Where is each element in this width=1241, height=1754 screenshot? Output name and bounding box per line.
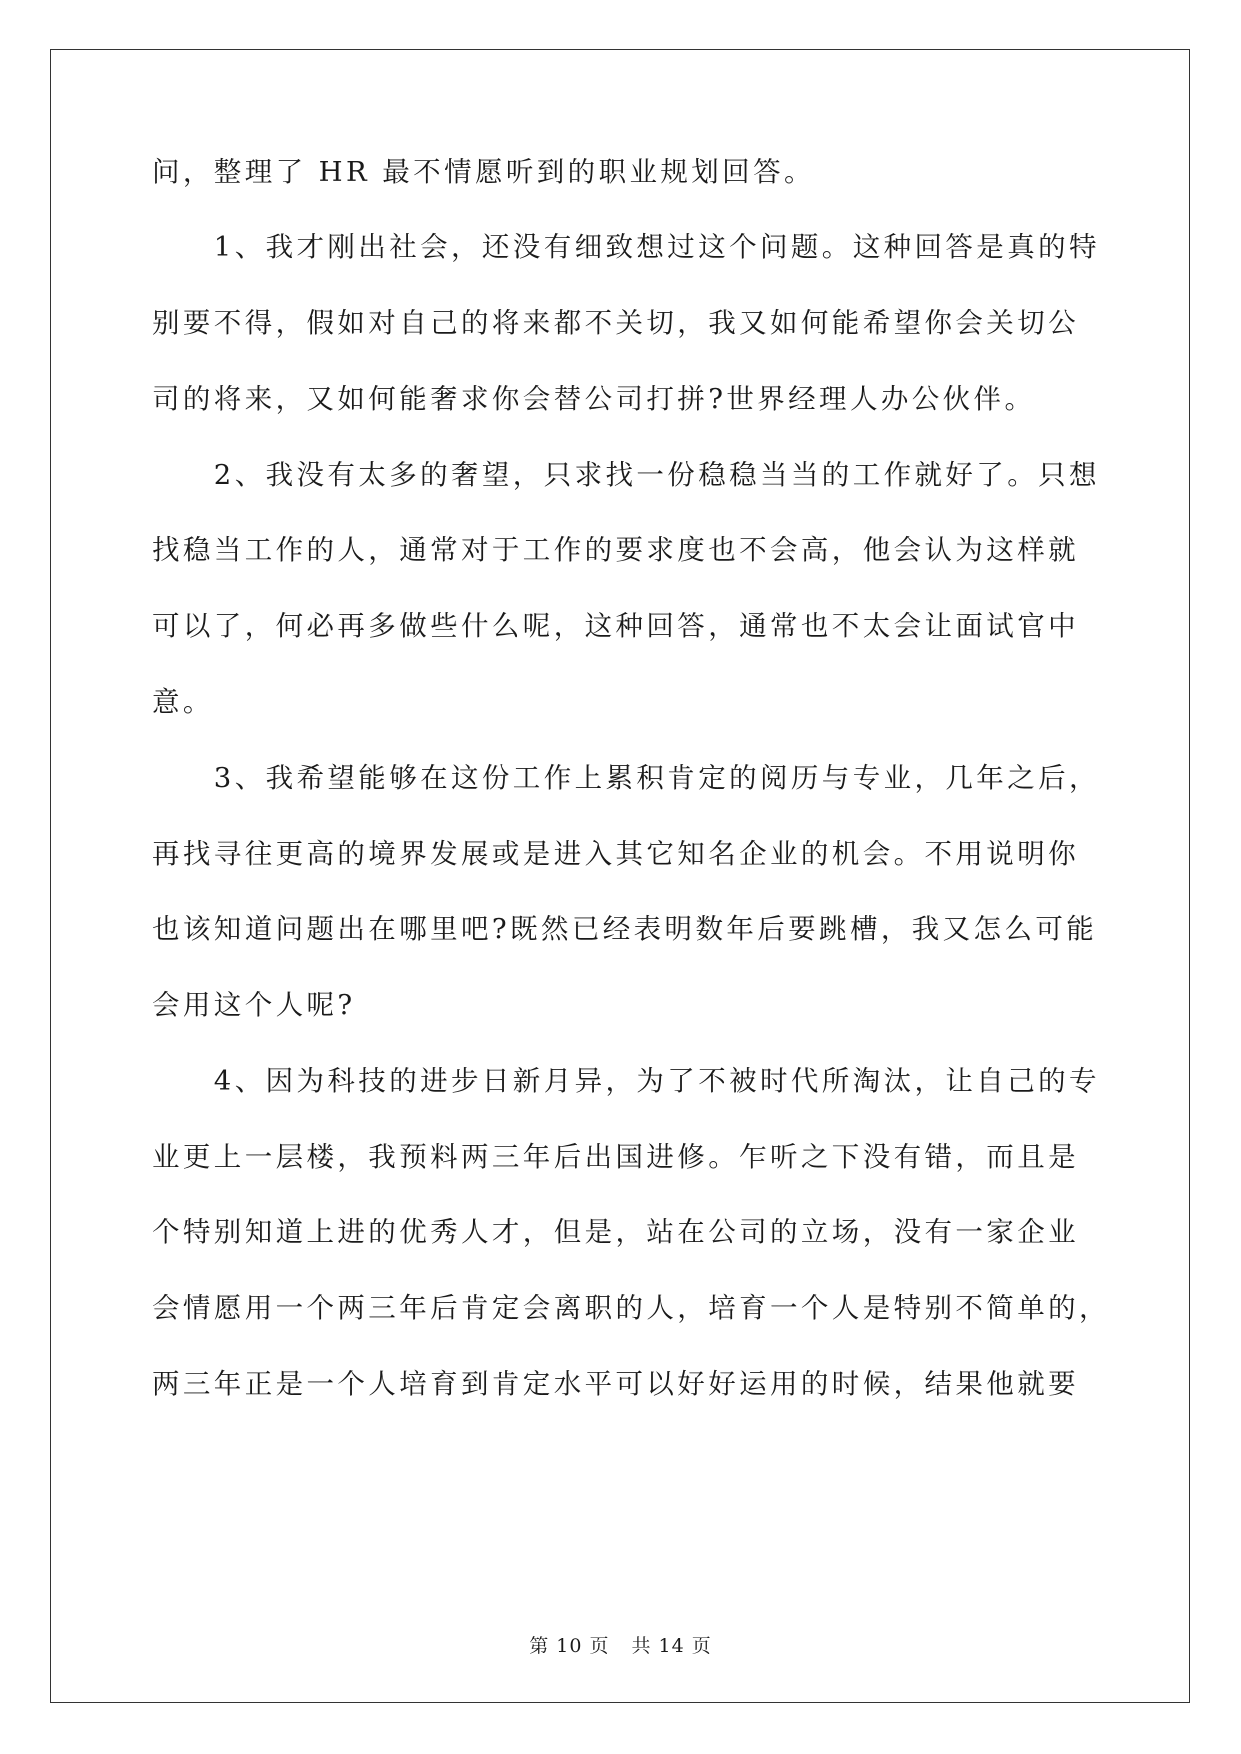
page-number: 第 10 页 xyxy=(529,1635,610,1657)
text-line: 可以了，何必再多做些什么呢，这种回答，通常也不太会让面试官中 xyxy=(152,610,1079,642)
text-line: 意。 xyxy=(152,686,214,718)
text-line: 问，整理了 HR 最不情愿听到的职业规划回答。 xyxy=(152,156,815,188)
text-line: 2、我没有太多的奢望，只求找一份稳稳当当的工作就好了。只想 xyxy=(152,459,1100,491)
text-line: 再找寻往更高的境界发展或是进入其它知名企业的机会。不用说明你 xyxy=(152,838,1079,870)
text-line: 找稳当工作的人，通常对于工作的要求度也不会高，他会认为这样就 xyxy=(152,534,1079,566)
text-line: 两三年正是一个人培育到肯定水平可以好好运用的时候，结果他就要 xyxy=(152,1368,1079,1400)
text-line: 4、因为科技的进步日新月异，为了不被时代所淘汰，让自己的专 xyxy=(152,1065,1100,1097)
page-footer xyxy=(0,1631,1241,1658)
text-line: 会情愿用一个两三年后肯定会离职的人，培育一个人是特别不简单的， xyxy=(152,1292,1110,1324)
text-line: 1、我才刚出社会，还没有细致想过这个问题。这种回答是真的特 xyxy=(152,231,1100,263)
page-border xyxy=(50,49,1190,1703)
text-line: 会用这个人呢? xyxy=(152,989,356,1021)
page-total: 共 14 页 xyxy=(631,1635,712,1657)
text-line: 个特别知道上进的优秀人才，但是，站在公司的立场，没有一家企业 xyxy=(152,1216,1079,1248)
text-line: 别要不得，假如对自己的将来都不关切，我又如何能希望你会关切公 xyxy=(152,307,1079,339)
text-line: 也该知道问题出在哪里吧?既然已经表明数年后要跳槽，我又怎么可能 xyxy=(152,913,1098,945)
text-line: 3、我希望能够在这份工作上累积肯定的阅历与专业，几年之后， xyxy=(152,762,1100,794)
text-line: 业更上一层楼，我预料两三年后出国进修。乍听之下没有错，而且是 xyxy=(152,1141,1079,1173)
text-line: 司的将来，又如何能奢求你会替公司打拼?世界经理人办公伙伴。 xyxy=(152,383,1036,415)
